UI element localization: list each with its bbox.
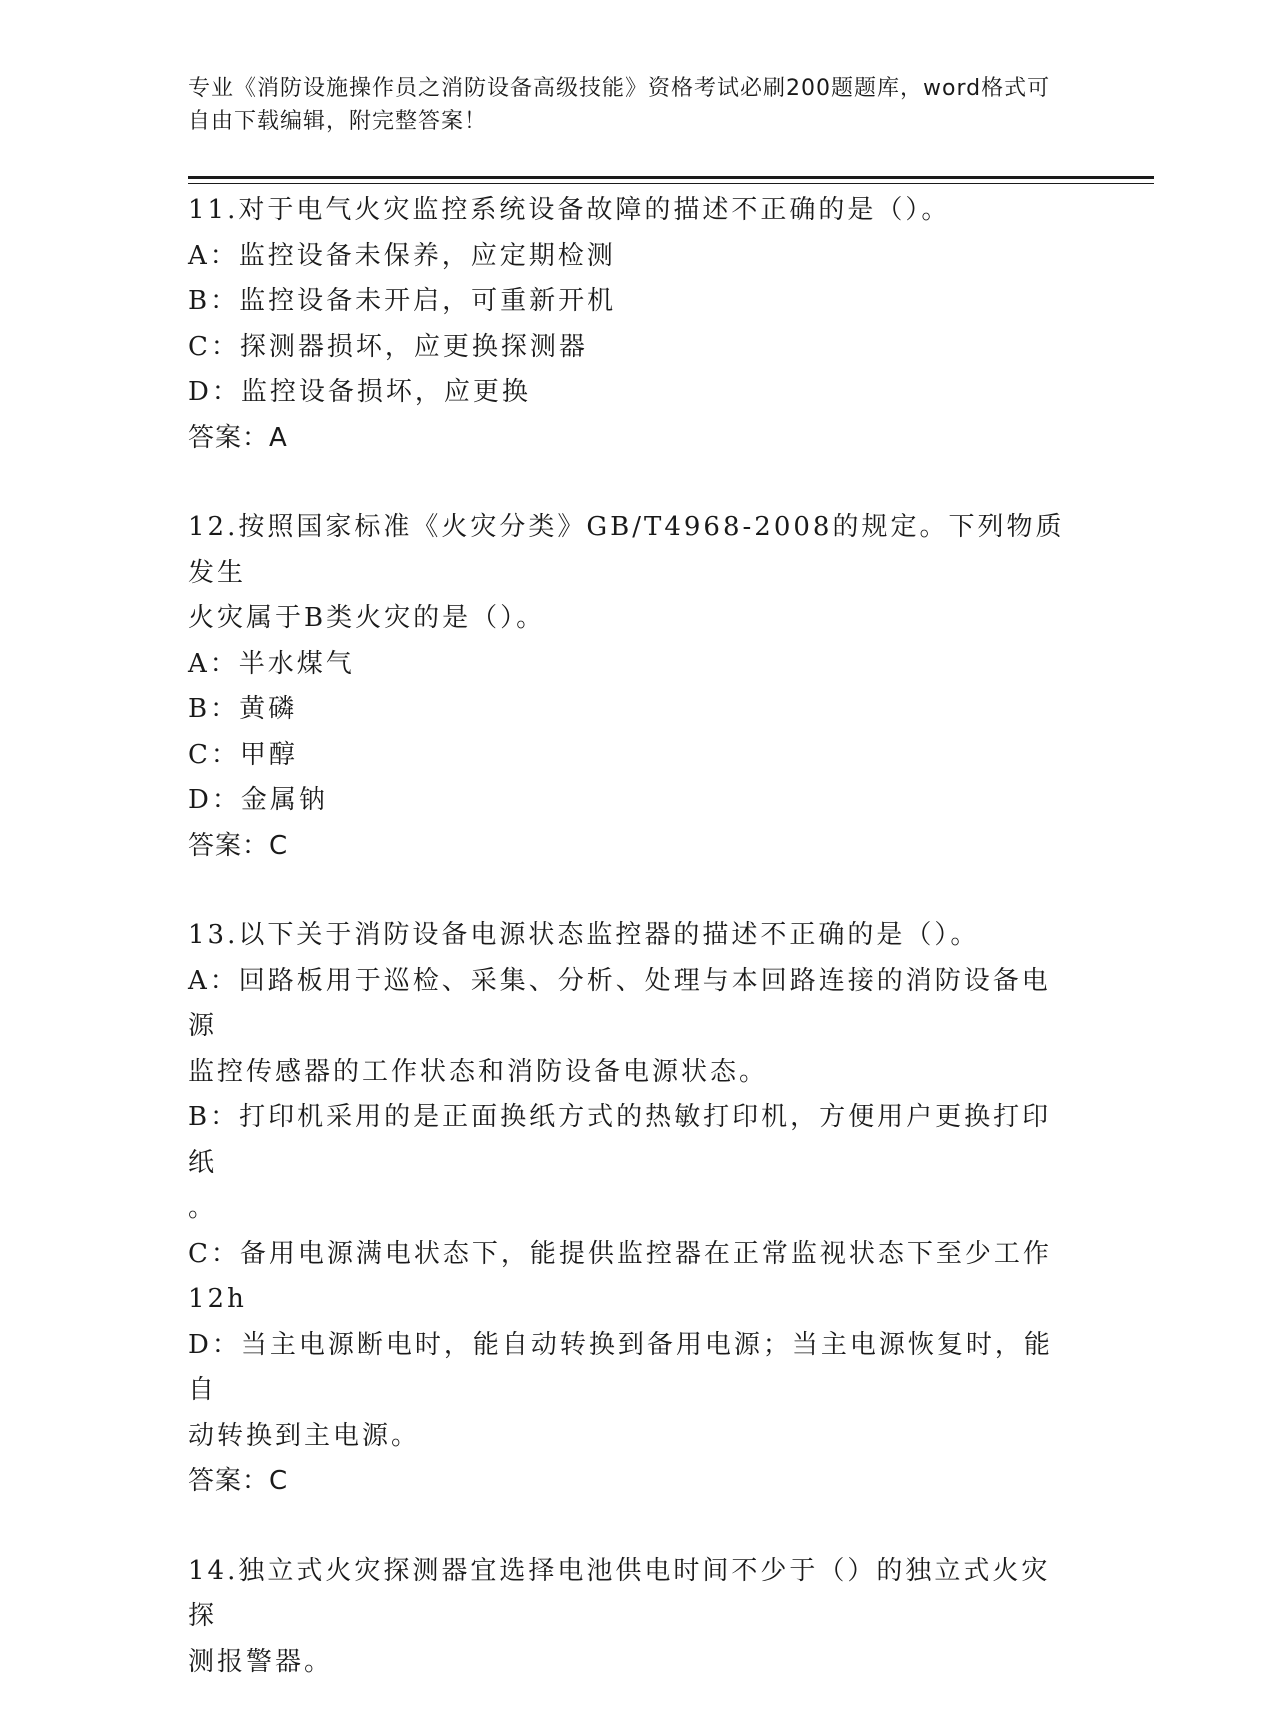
- question-14: [188, 1549, 1078, 1686]
- option-d: D：当主电源断电时，能自动转换到备用电源；当主电源恢复时，能自: [188, 1329, 1053, 1405]
- question-stem: 12.按照国家标准《火灾分类》GB/T4968-2008的规定。下列物质发生: [188, 512, 1065, 588]
- option-a: A：半水煤气: [188, 648, 355, 679]
- option-b: B：黄磷: [188, 694, 298, 724]
- question-12: [188, 505, 1078, 869]
- question-11: [188, 188, 1078, 461]
- question-stem: 13.以下关于消防设备电源状态监控器的描述不正确的是（）。: [188, 920, 980, 950]
- answer-line: 答案：C: [188, 1466, 289, 1496]
- option-a-continued: 监控传感器的工作状态和消防设备电源状态。: [188, 1056, 769, 1087]
- question-13: [188, 913, 1078, 1505]
- header-divider-thick: [188, 176, 1154, 179]
- page-header-intro: 专业《消防设施操作员之消防设备高级技能》资格考试必刷200题题库，word格式可自由下载编辑，附完整答案！: [188, 76, 1051, 134]
- option-d: D：监控设备损坏，应更换: [188, 377, 531, 407]
- answer-line: 答案：C: [188, 830, 289, 861]
- header-divider-thin: [188, 183, 1154, 184]
- option-d: D：金属钠: [188, 785, 328, 815]
- option-b: B：监控设备未开启，可重新开机: [188, 286, 617, 316]
- question-stem-continued: 火灾属于B类火灾的是（）。: [188, 603, 546, 633]
- question-stem: 11.对于电气火灾监控系统设备故障的描述不正确的是（）。: [188, 195, 951, 225]
- option-b: B：打印机采用的是正面换纸方式的热敏打印机，方便用户更换打印纸: [188, 1102, 1052, 1178]
- option-c: C：甲醇: [188, 739, 298, 770]
- question-stem: 14.独立式火灾探测器宜选择电池供电时间不少于（）的独立式火灾探: [188, 1555, 1051, 1631]
- option-c-continued: 12h: [188, 1284, 247, 1314]
- option-a: A：回路板用于巡检、采集、分析、处理与本回路连接的消防设备电源: [188, 965, 1051, 1041]
- option-a: A：监控设备未保养，应定期检测: [188, 240, 616, 271]
- answer-line: 答案：A: [188, 422, 288, 453]
- question-list: [188, 188, 1078, 1729]
- question-stem-continued: 测报警器。: [188, 1646, 334, 1677]
- option-c: C：探测器损坏，应更换探测器: [188, 331, 588, 362]
- option-d-continued: 动转换到主电源。: [188, 1420, 421, 1451]
- option-c: C：备用电源满电状态下，能提供监控器在正常监视状态下至少工作: [188, 1238, 1052, 1269]
- option-b-continued: 。: [188, 1193, 218, 1223]
